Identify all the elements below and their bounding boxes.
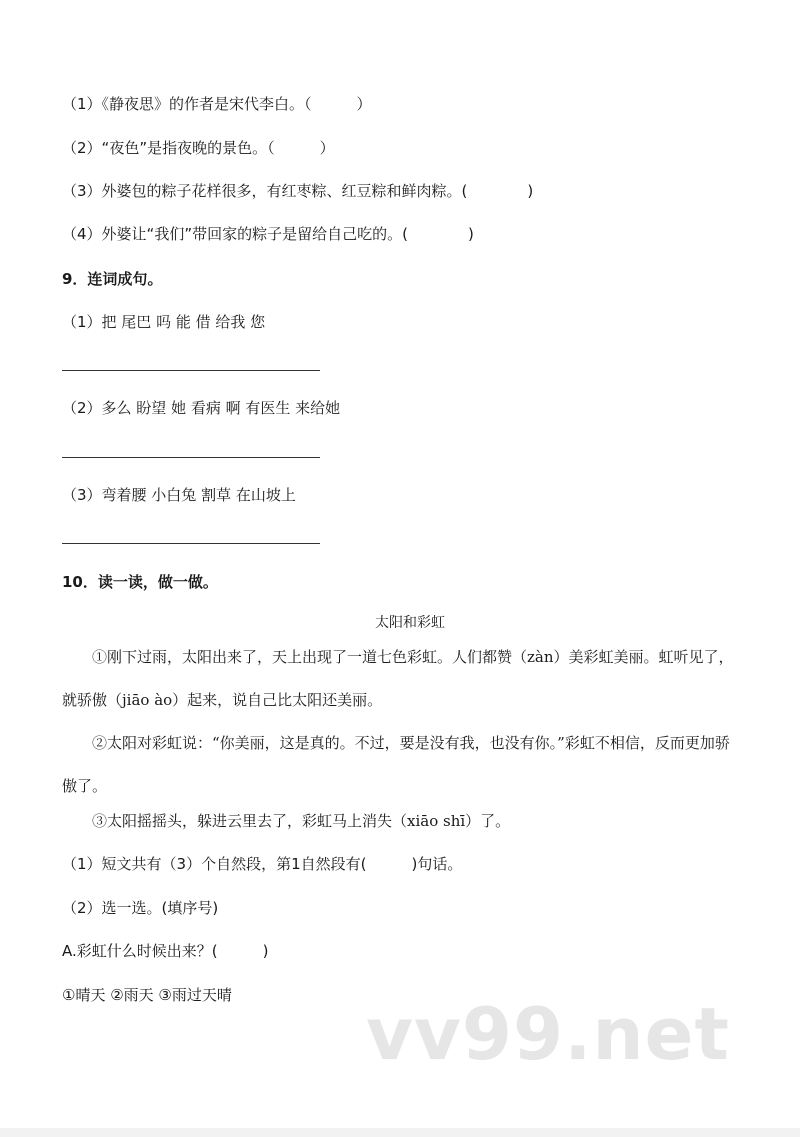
q9-item-1: （1）把 尾巴 吗 能 借 给我 您 (62, 313, 266, 331)
q9-answer-line-2[interactable] (62, 457, 320, 458)
q9-answer-line-3[interactable] (62, 543, 320, 544)
q8-item-1: （1）《静夜思》的作者是宋代李白。（ ） (62, 95, 372, 113)
q10-sub1: （1）短文共有（3）个自然段，第1自然段有( )句话。 (62, 855, 463, 873)
story-title: 太阳和彩虹 (375, 615, 445, 631)
q10-sub2a: A.彩虹什么时候出来？( ) (62, 942, 269, 960)
q9-heading: 9．连词成句。 (62, 270, 163, 288)
q9-item-2: （2）多么 盼望 她 看病 啊 有医生 来给她 (62, 399, 341, 417)
q8-item-3: （3）外婆包的粽子花样很多，有红枣粽、红豆粽和鲜肉粽。( ) (62, 182, 534, 200)
q10-sub2: （2）选一选。(填序号) (62, 899, 219, 917)
page-bottom-edge (0, 1128, 800, 1137)
story-paragraph-3: ③太阳摇摇头，躲进云里去了，彩虹马上消失（xiāo shī）了。 (92, 812, 511, 830)
q8-item-4: （4）外婆让“我们”带回家的粽子是留给自己吃的。( ) (62, 225, 474, 243)
q8-item-2: （2）“夜色”是指夜晚的景色。（ ） (62, 139, 335, 157)
story-paragraph-2: ②太阳对彩虹说：“你美丽，这是真的。不过，要是没有我，也没有你。”彩虹不相信，反而更加骄傲了。 (62, 734, 730, 795)
q9-answer-line-1[interactable] (62, 370, 320, 371)
watermark: vv99.net (366, 992, 730, 1076)
story-paragraph-1: ①刚下过雨，太阳出来了，天上出现了一道七色彩虹。人们都赞（zàn）美彩虹美丽。虹听见了，就骄傲（jiāo ào）起来，说自己比太阳还美丽。 (62, 648, 734, 709)
q10-sub2a-options: ①晴天 ②雨天 ③雨过天晴 (62, 986, 232, 1004)
q10-heading: 10．读一读，做一做。 (62, 573, 218, 591)
q9-item-3: （3）弯着腰 小白兔 割草 在山坡上 (62, 486, 296, 504)
